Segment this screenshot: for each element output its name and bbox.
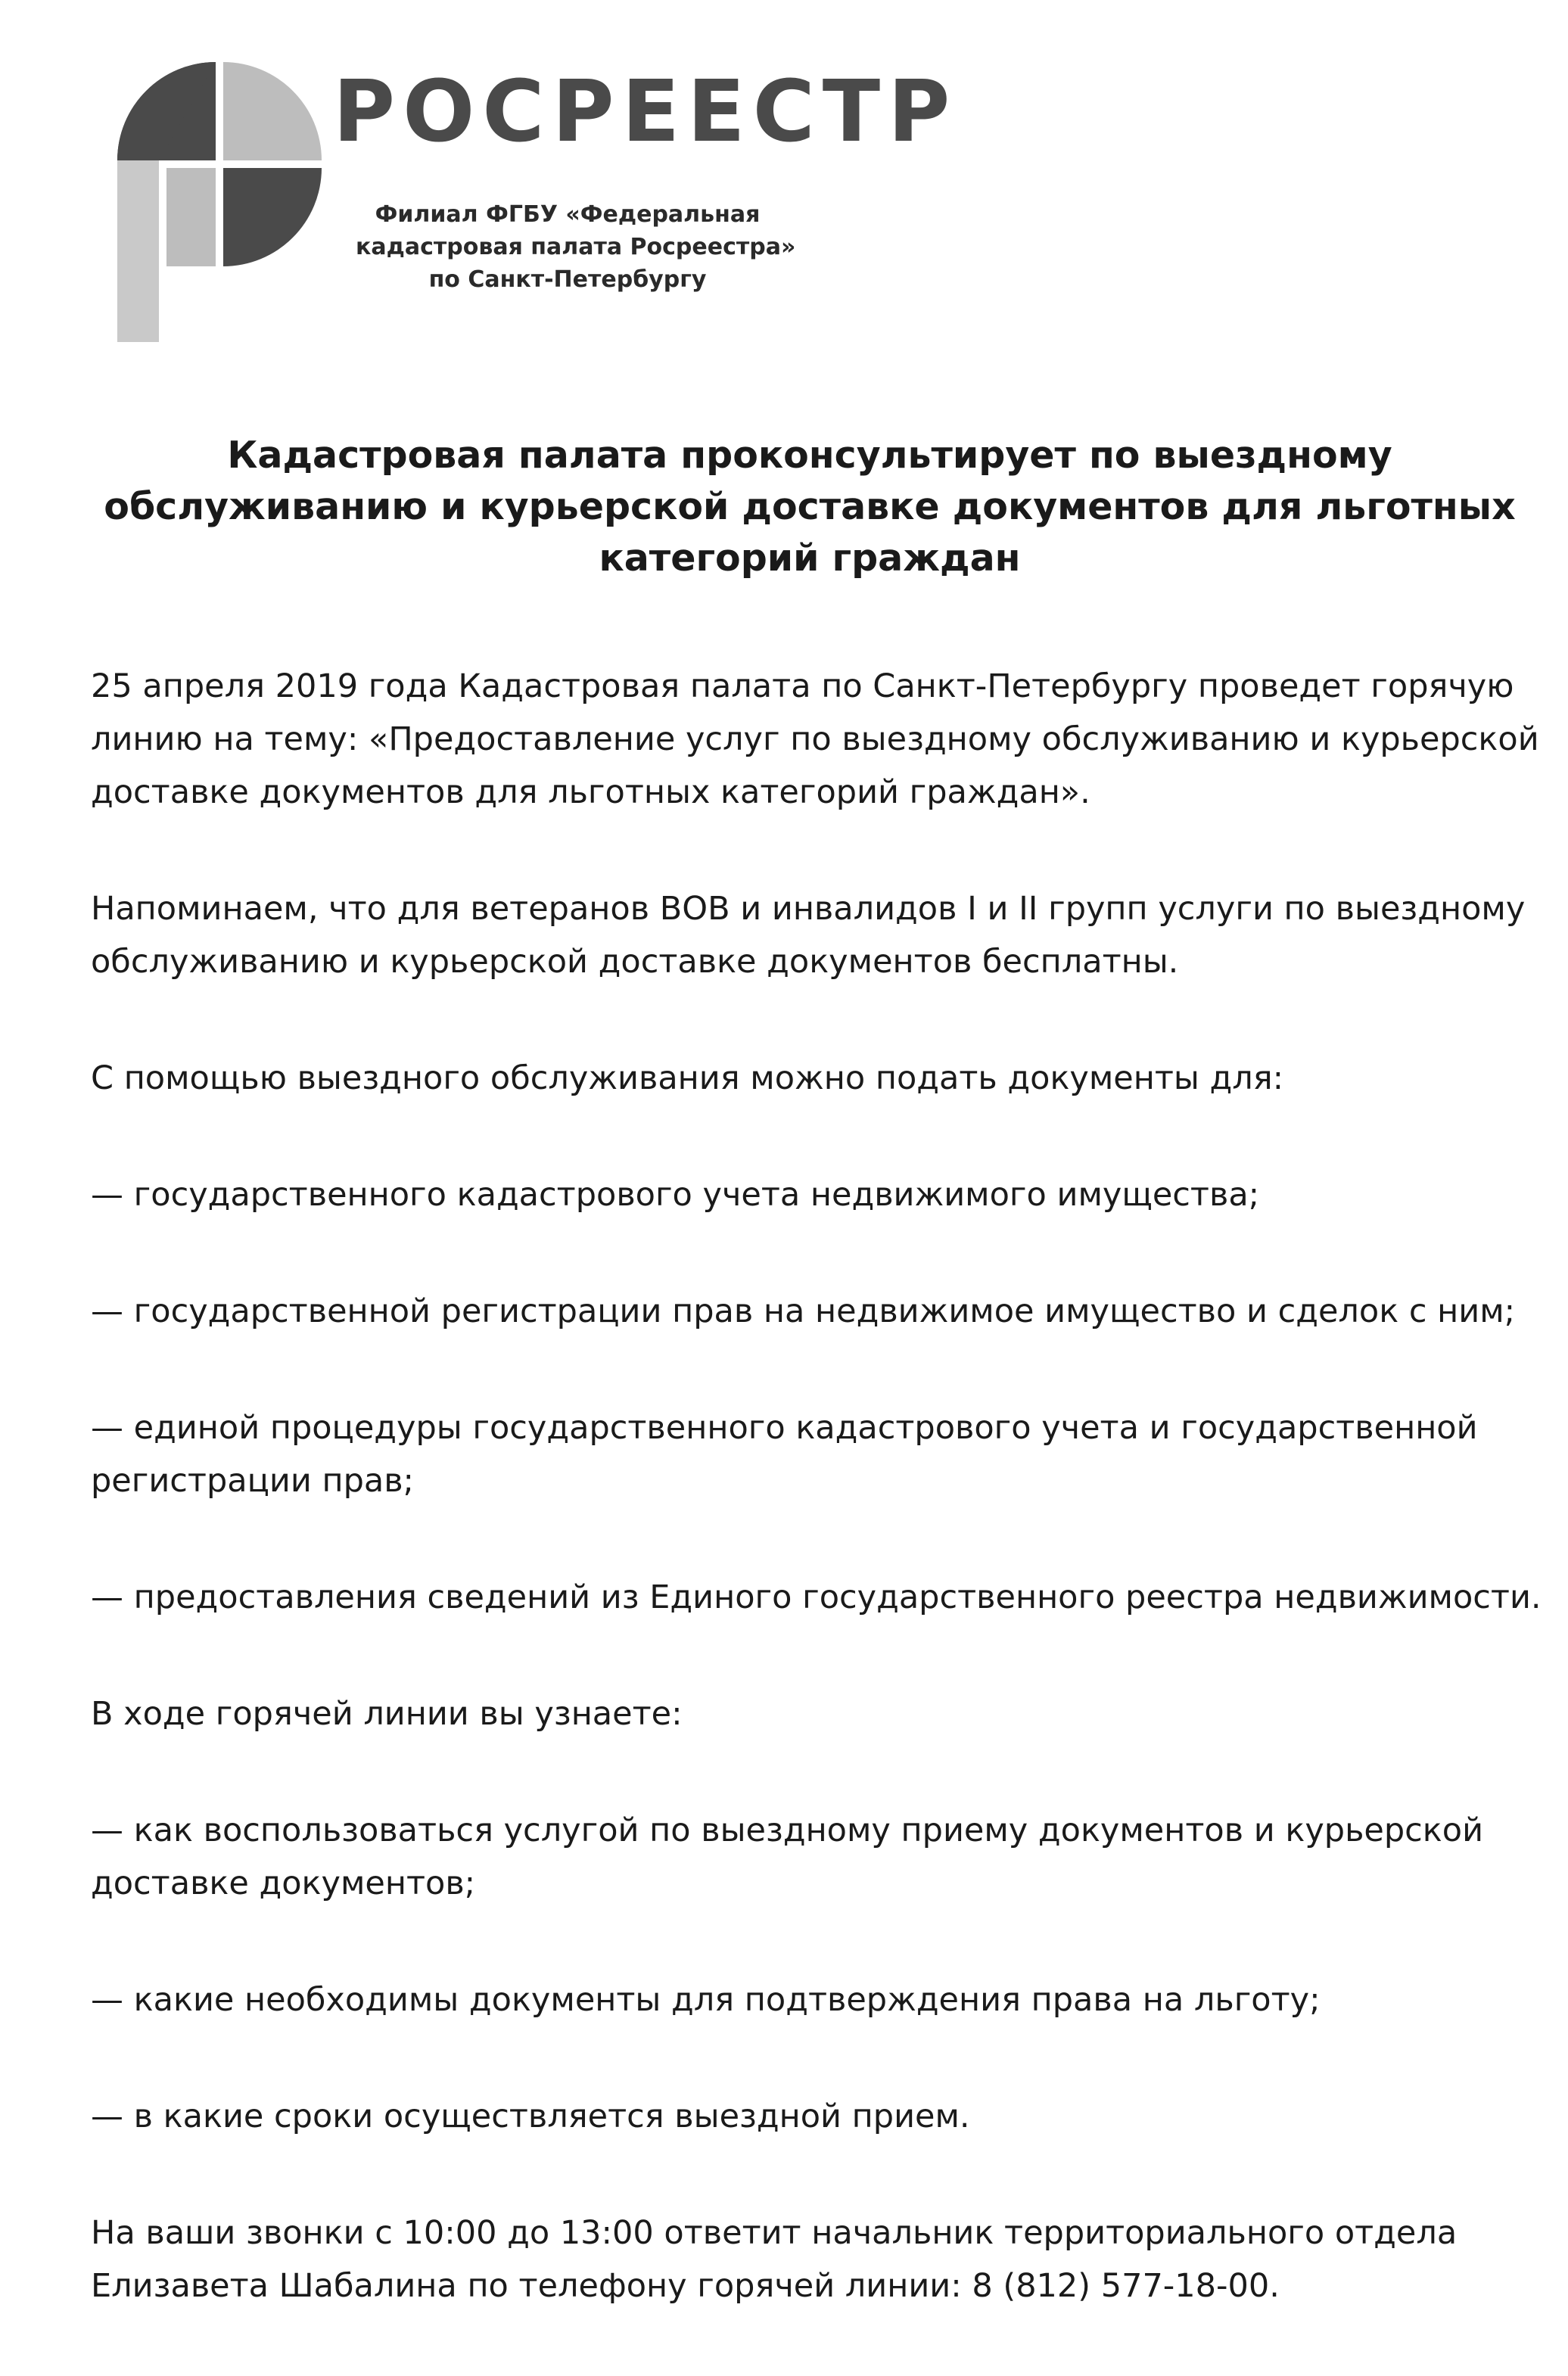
paragraph (91, 2090, 1529, 2143)
paragraph-line: — предоставления сведений из Единого государственного реестра недвижимости. (91, 1578, 1542, 1616)
paragraph-line: Напоминаем, что для ветеранов ВОВ и инвалидов I и II групп услуги по выездному (91, 890, 1526, 928)
paragraph-line: 25 апреля 2019 года Кадастровая палата по Санкт-Петербургу проведет горячую (91, 667, 1514, 705)
paragraph (91, 660, 1539, 819)
paragraph-line: — государственной регистрации прав на недвижимое имущество и сделок с ним; (91, 1292, 1516, 1330)
document-body (91, 660, 1542, 2376)
paragraph (91, 1285, 1529, 1338)
paragraph-line: — в какие сроки осуществляется выездной прием. (91, 2098, 970, 2135)
paragraph-line: — как воспользоваться услугой по выездному приему документов и курьерской (91, 1812, 1484, 1849)
branch-name-line: Филиал ФГБУ «Федеральная (375, 201, 761, 228)
paragraph (91, 2207, 1529, 2312)
paragraph-line: доставке документов; (91, 1864, 476, 1902)
branch-name (356, 198, 796, 296)
paragraph (91, 1571, 1542, 1624)
headline-line: обслуживанию и курьерской доставке документов для льготных (104, 485, 1516, 528)
paragraph-line: линию на тему: «Предоставление услуг по выездному обслуживанию и курьерской (91, 720, 1539, 758)
paragraph-line: — единой процедуры государственного кадастрового учета и государственной (91, 1409, 1478, 1447)
paragraph-line: Елизавета Шабалина по телефону горячей линии: 8 (812) 577-18-00. (91, 2267, 1280, 2305)
document-headline (91, 430, 1529, 584)
paragraph-line: С помощью выездного обслуживания можно подать документы для: (91, 1059, 1284, 1097)
paragraph (91, 1052, 1529, 1105)
paragraph (91, 1973, 1529, 2026)
paragraph-line: доставке документов для льготных категорий граждан». (91, 773, 1090, 811)
paragraph (91, 1687, 1529, 1740)
paragraph-line: В ходе горячей линии вы узнаете: (91, 1695, 683, 1733)
paragraph-line: обслуживанию и курьерской доставке документов бесплатны. (91, 943, 1179, 981)
branch-name-line: кадастровая палата Росреестра» (356, 234, 796, 260)
logo-wordmark: РОСРЕЕСТР (333, 63, 958, 161)
paragraph-line: На ваши звонки с 10:00 до 13:00 ответит начальник территориального отдела (91, 2214, 1458, 2252)
paragraph (91, 882, 1529, 988)
paragraph-line: — какие необходимы документы для подтверждения права на льготу; (91, 1981, 1321, 2019)
paragraph (91, 1168, 1529, 1221)
paragraph (91, 1401, 1529, 1507)
headline-line: Кадастровая палата проконсультирует по выездному (227, 434, 1392, 477)
paragraph-line: — государственного кадастрового учета недвижимого имущества; (91, 1176, 1260, 1214)
headline-line: категорий граждан (599, 536, 1021, 580)
paragraph (91, 1804, 1529, 1910)
rosreestr-logo-icon (102, 47, 344, 342)
paragraph-line: регистрации прав; (91, 1462, 415, 1500)
branch-name-line: по Санкт-Петербургу (428, 266, 707, 293)
